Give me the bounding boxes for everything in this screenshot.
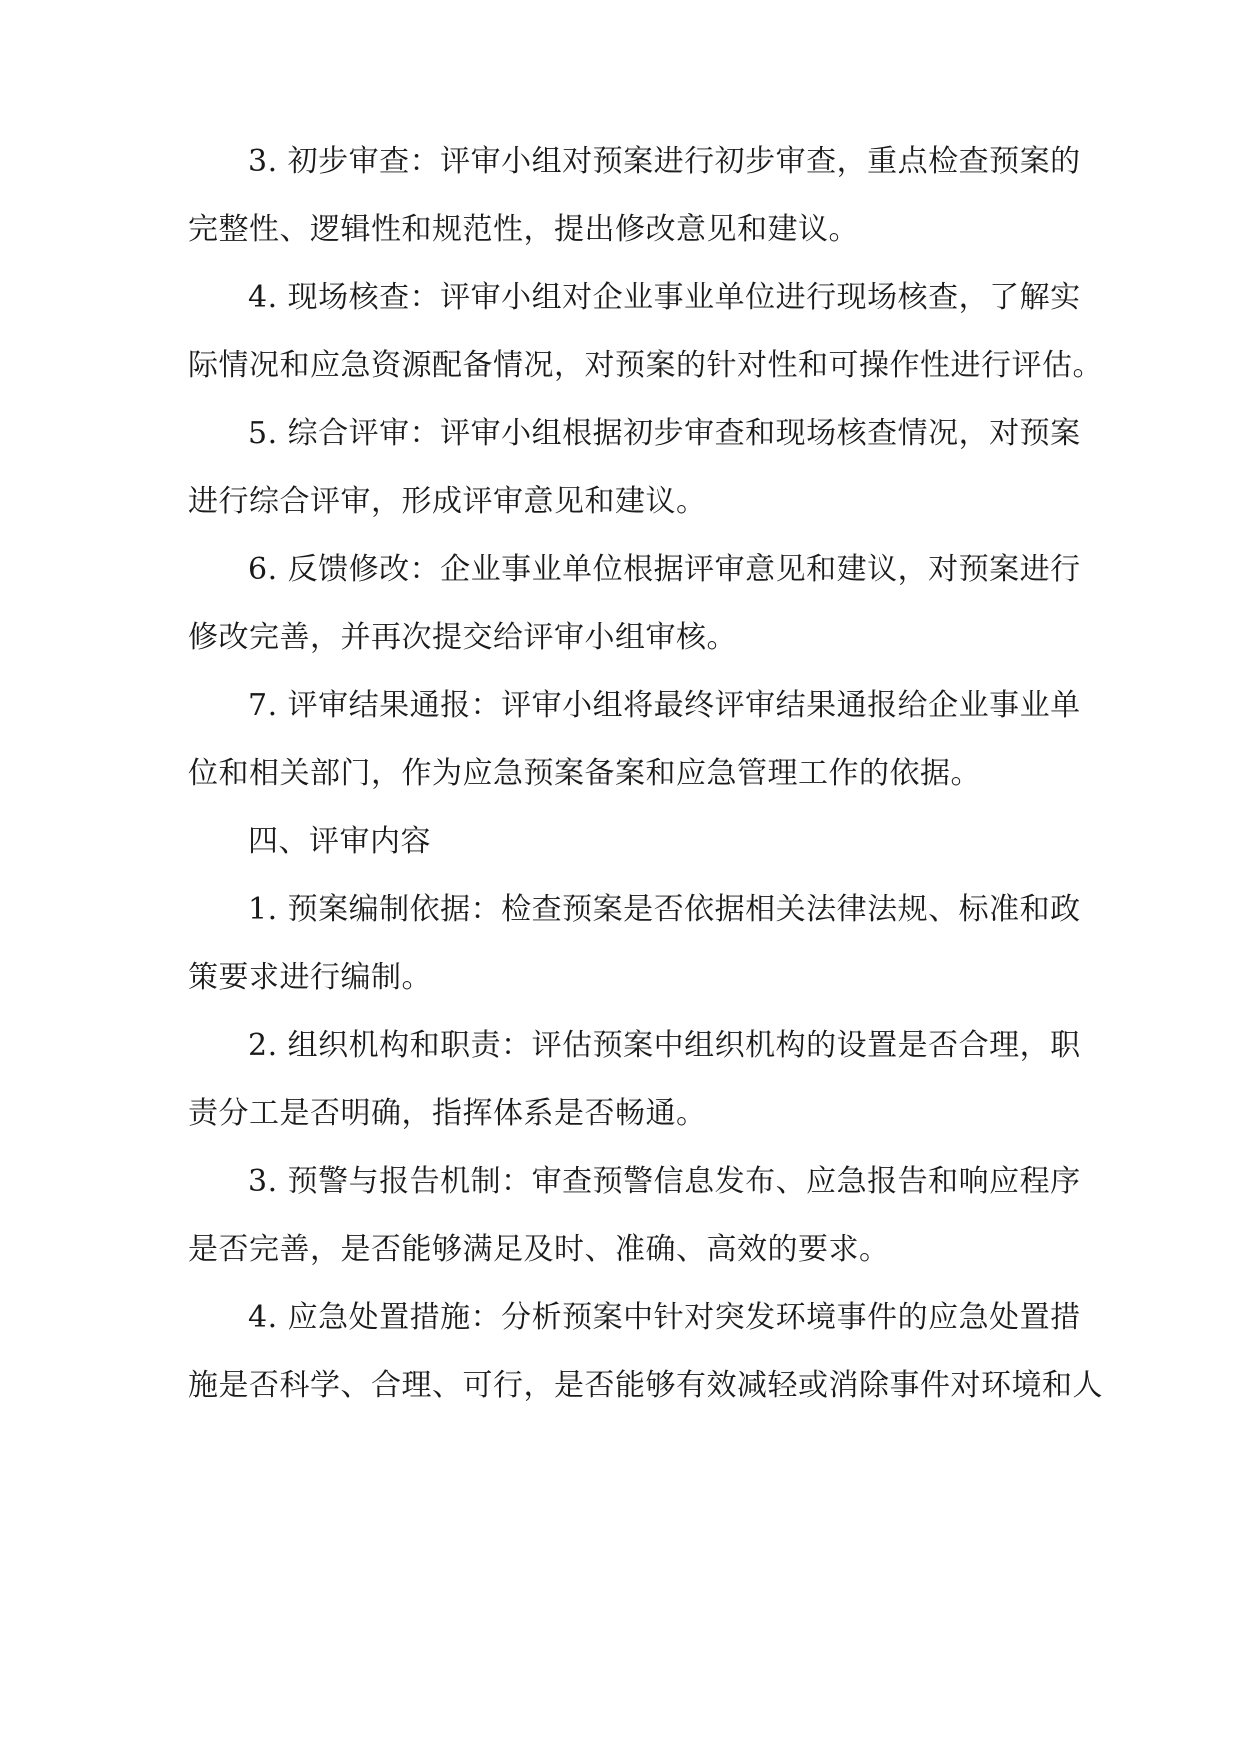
- content-item-1-line-1: 1. 预案编制依据：检查预案是否依据相关法律法规、标准和政: [248, 892, 1081, 927]
- content-item-4-line-1: 4. 应急处置措施：分析预案中针对突发环境事件的应急处置措: [248, 1300, 1081, 1335]
- review-step-3-line-1: 3. 初步审查：评审小组对预案进行初步审查，重点检查预案的: [248, 144, 1081, 179]
- review-step-6-line-2: 修改完善，并再次提交给评审小组审核。: [188, 620, 737, 655]
- review-step-3-line-2: 完整性、逻辑性和规范性，提出修改意见和建议。: [188, 212, 859, 247]
- review-step-5-line-2: 进行综合评审，形成评审意见和建议。: [188, 484, 707, 519]
- content-item-2-line-1: 2. 组织机构和职责：评估预案中组织机构的设置是否合理，职: [248, 1028, 1081, 1063]
- review-step-5-line-1: 5. 综合评审：评审小组根据初步审查和现场核查情况，对预案: [248, 416, 1081, 451]
- content-item-4-line-2: 施是否科学、合理、可行，是否能够有效减轻或消除事件对环境和人: [188, 1368, 1103, 1403]
- content-item-1-line-2: 策要求进行编制。: [188, 960, 432, 995]
- review-step-7-line-1: 7. 评审结果通报：评审小组将最终评审结果通报给企业事业单: [248, 688, 1081, 723]
- review-step-6-line-1: 6. 反馈修改：企业事业单位根据评审意见和建议，对预案进行: [248, 552, 1081, 587]
- content-item-3-line-1: 3. 预警与报告机制：审查预警信息发布、应急报告和响应程序: [248, 1164, 1081, 1199]
- content-item-3-line-2: 是否完善，是否能够满足及时、准确、高效的要求。: [188, 1232, 890, 1267]
- review-step-4-line-1: 4. 现场核查：评审小组对企业事业单位进行现场核查，了解实: [248, 280, 1081, 315]
- content-item-2-line-2: 责分工是否明确，指挥体系是否畅通。: [188, 1096, 707, 1131]
- review-step-7-line-2: 位和相关部门，作为应急预案备案和应急管理工作的依据。: [188, 756, 981, 791]
- review-step-4-line-2: 际情况和应急资源配备情况，对预案的针对性和可操作性进行评估。: [188, 348, 1103, 383]
- section-heading-review-content: 四、评审内容: [248, 824, 431, 859]
